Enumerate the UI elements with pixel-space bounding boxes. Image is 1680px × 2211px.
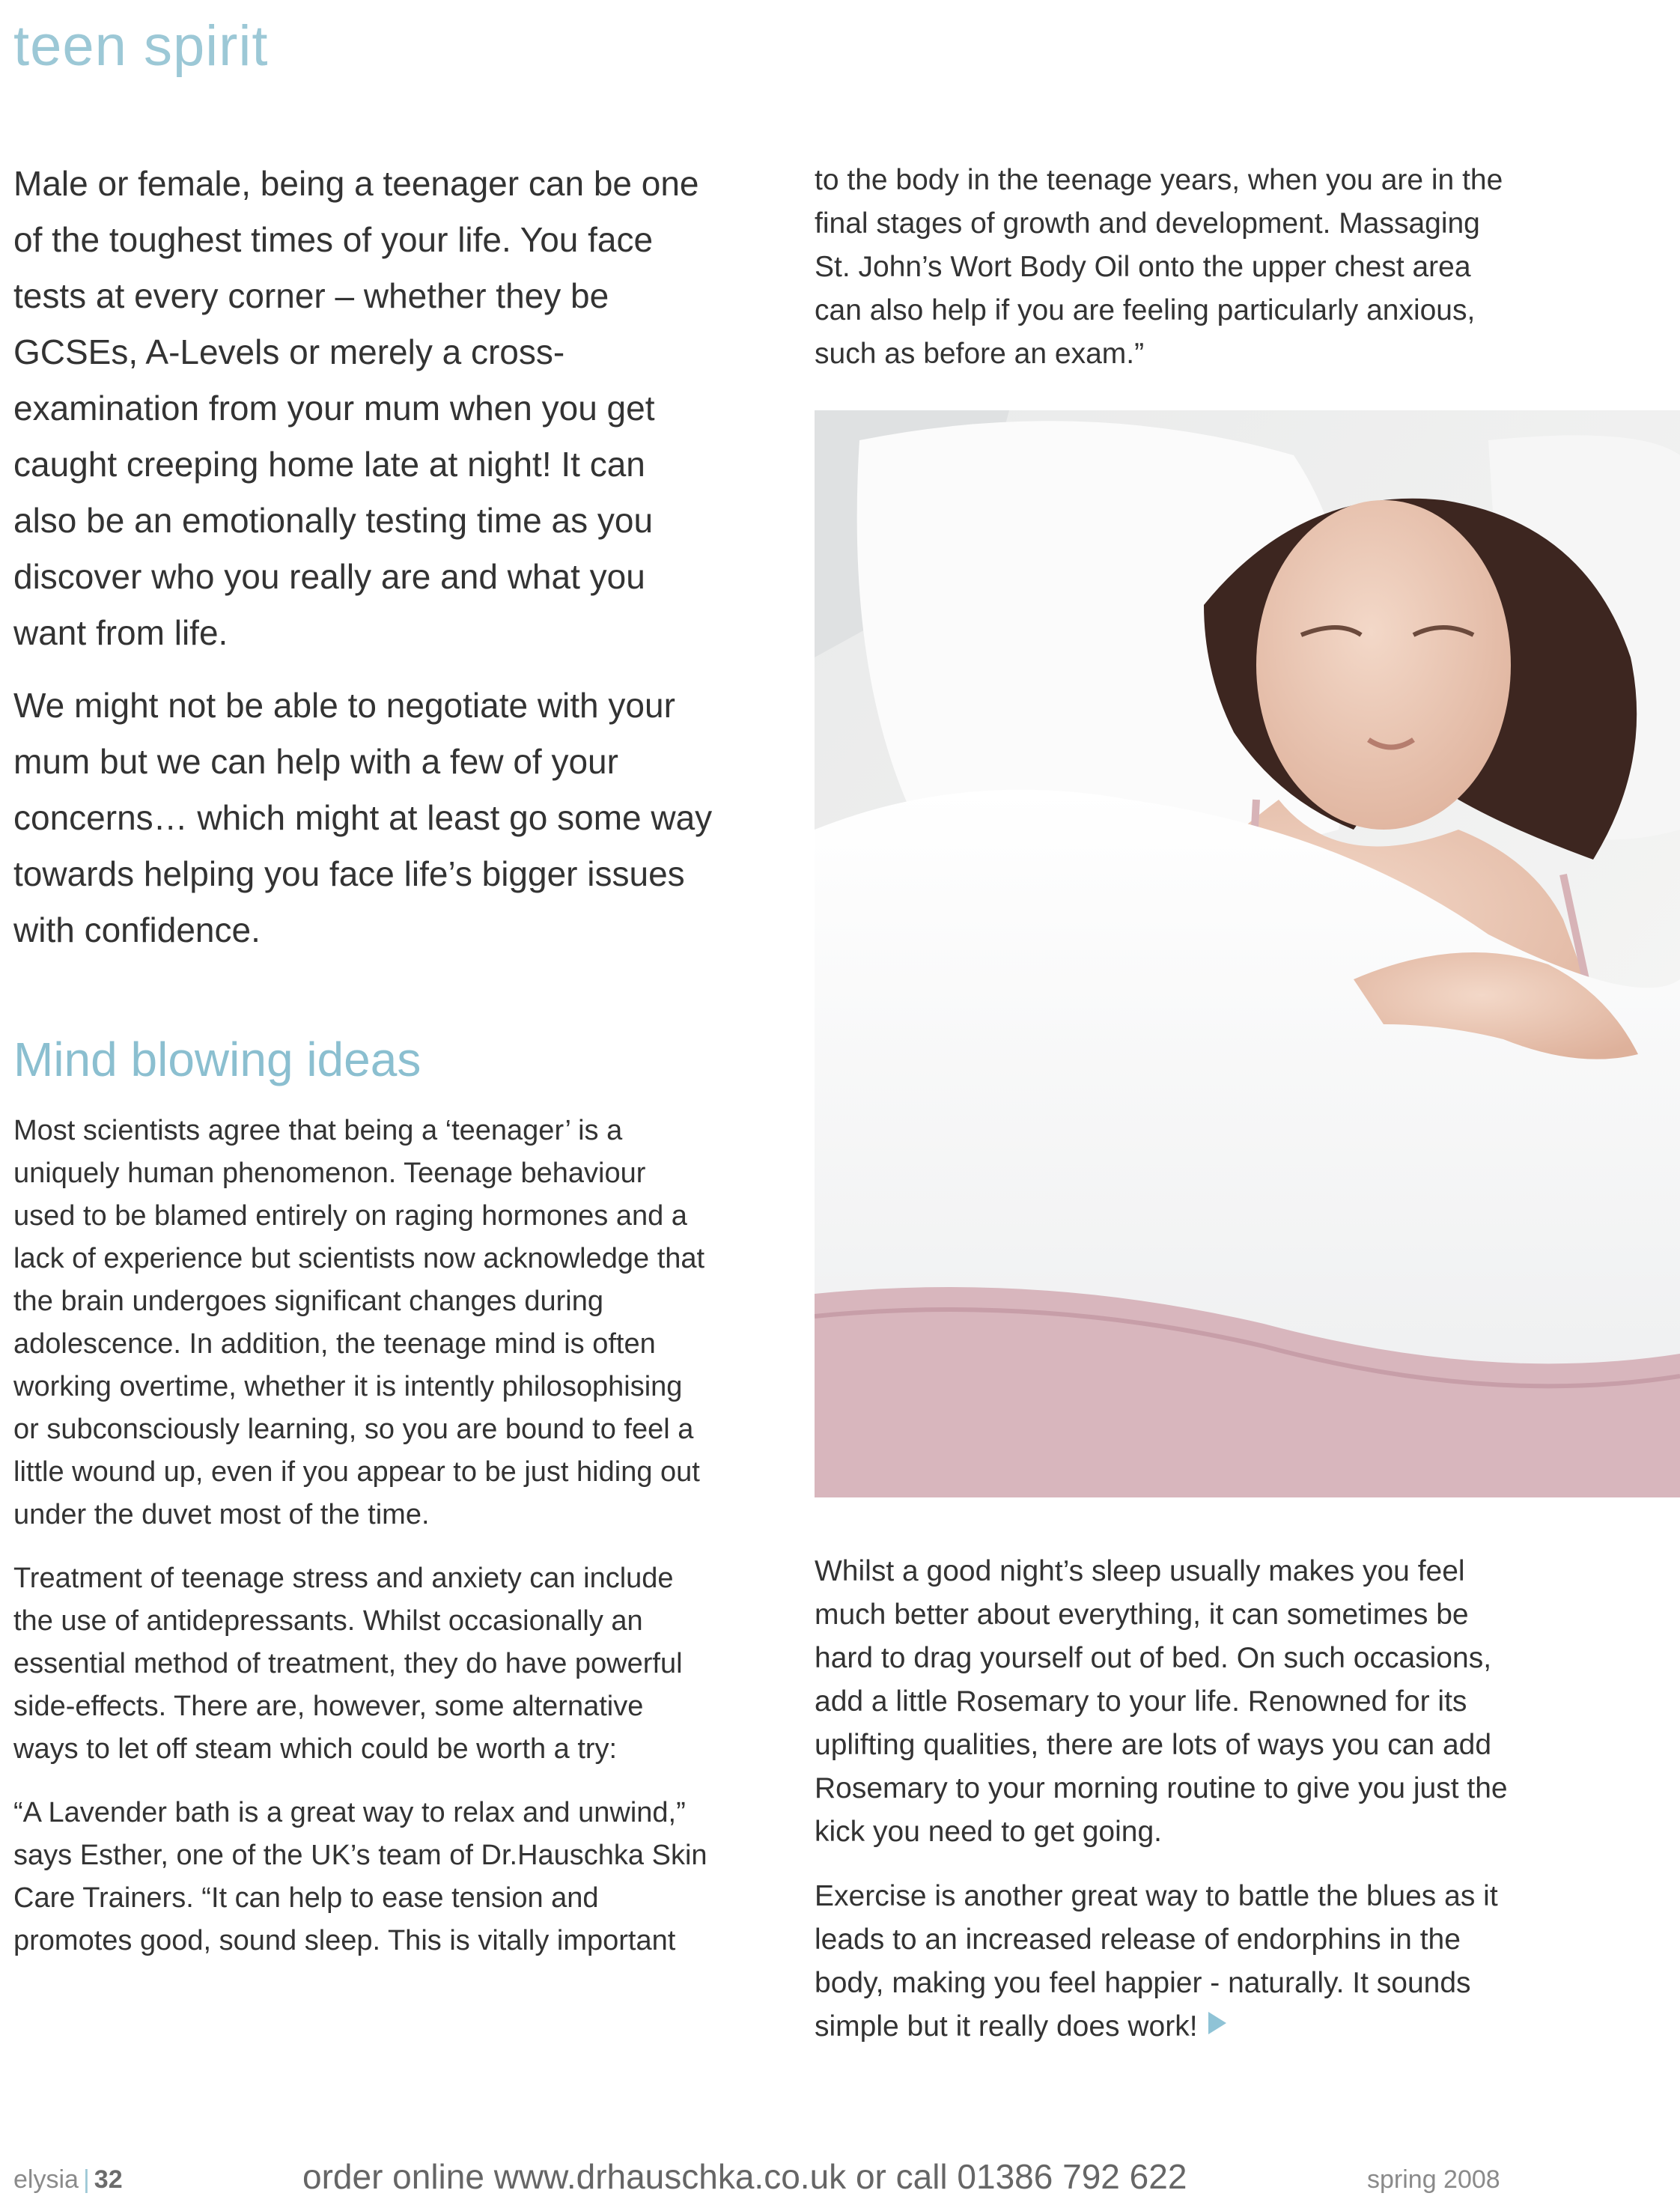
intro-text xyxy=(13,156,717,975)
body-paragraph: Most scientists agree that being a ‘teenager’ is a uniquely human phenomenon. Teenage behaviour used to be blamed entirely on raging hormones and a lack of experience but scientists now acknowledge that the brain undergoes significant changes during adolescence. In addition, the teenage mind is often working overtime, whether it is intently philosophising or subconsciously learning, so you are bound to feel a little wound up, even if you appear to be just hiding out under the duvet most of the time. xyxy=(13,1115,705,1530)
closing-text: Exercise is another great way to battle the blues as it leads to an increased release of endorphins in the body, making you feel happier - naturally. It sounds simple but it really does work! xyxy=(815,1880,1498,2043)
intro-paragraph-1: Male or female, being a teenager can be one of the toughest times of your life. You face tests at every corner – whether they be GCSEs, A-Levels or merely a cross-examination from your mum when you get caught creeping home late at night! It can also be an emotionally testing time as you discover who you really are and what you want from life. xyxy=(13,164,699,652)
right-top-text xyxy=(815,159,1518,397)
issue-season: spring 2008 xyxy=(1367,2165,1500,2194)
page-footer xyxy=(0,2156,1680,2201)
folio-separator: | xyxy=(82,2165,90,2194)
photo-sleeping-teen xyxy=(815,410,1680,1497)
subheading: Mind blowing ideas xyxy=(13,1032,421,1086)
folio xyxy=(13,2165,123,2195)
quote-continuation: to the body in the teenage years, when you are in the final stages of growth and development. Massaging St. John’s Wort Body Oil onto the upper chest area can also help if you are feeling particularly anxious, such as before an exam.” xyxy=(815,164,1503,370)
left-body-text xyxy=(13,1110,708,1983)
magazine-name: elysia xyxy=(13,2165,79,2194)
intro-paragraph-2: We might not be able to negotiate with your mum but we can help with a few of your concerns… which might at least go some way towards helping you face life’s bigger issues with confidence. xyxy=(13,686,713,949)
body-paragraph: Whilst a good night’s sleep usually makes you feel much better about everything, it can sometimes be hard to drag yourself out of bed. On such occasions, add a little Rosemary to your life. Renowned for its uplifting qualities, there are lots of ways you can add Rosemary to your morning routine to give you just the kick you need to get going. xyxy=(815,1555,1508,1848)
right-bottom-text xyxy=(815,1550,1518,2069)
quote-paragraph: “A Lavender bath is a great way to relax and unwind,” says Esther, one of the UK’s team of Dr.Hauschka Skin Care Trainers. “It can help to ease tension and promotes good, sound sleep. This is vitally important xyxy=(13,1797,707,1956)
page-number: 32 xyxy=(94,2165,123,2194)
order-line: order online www.drhauschka.co.uk or call 01386 792 622 xyxy=(302,2157,1187,2196)
body-paragraph: Treatment of teenage stress and anxiety can include the use of antidepressants. Whilst occasionally an essential method of treatment, they do have powerful side-effects. There are, however, some alternative ways to let off steam which could be worth a try: xyxy=(13,1563,683,1765)
continue-arrow-icon xyxy=(1208,2012,1226,2034)
photo-illustration xyxy=(815,410,1680,1497)
closing-paragraph xyxy=(815,1875,1518,2049)
section-label: teen spirit xyxy=(13,14,269,78)
